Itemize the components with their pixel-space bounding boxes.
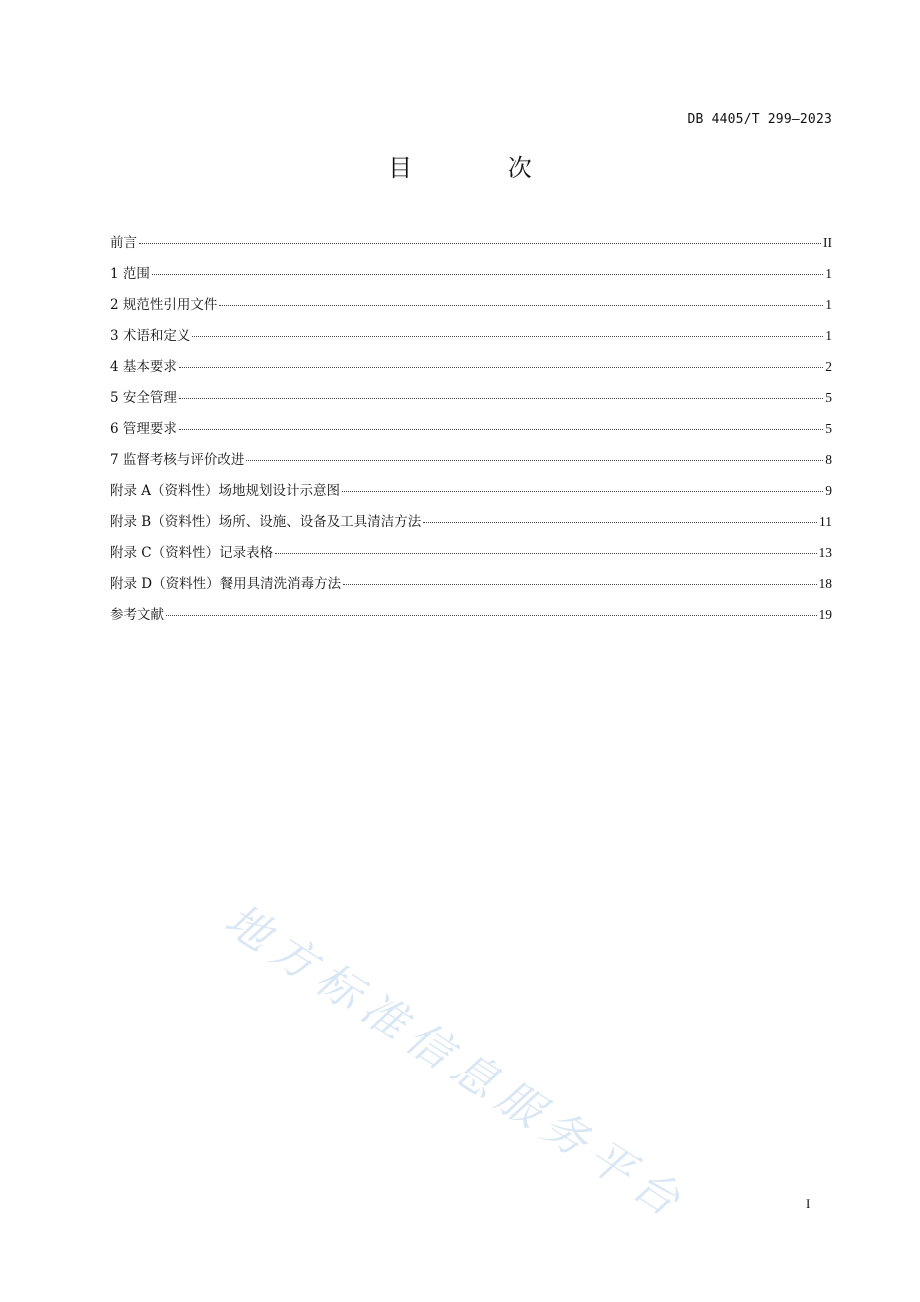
toc-entry-foreword[interactable]	[110, 233, 832, 264]
toc-entry-page: 5	[825, 421, 832, 436]
toc-entry-appendix-b[interactable]	[110, 512, 832, 543]
toc-entry-page: II	[823, 235, 832, 250]
table-of-contents	[110, 233, 832, 636]
toc-entry-label: 6 管理要求	[110, 421, 177, 437]
toc-leader-dots	[246, 459, 823, 461]
page-number: I	[806, 1196, 811, 1211]
toc-entry-label: 2 规范性引用文件	[110, 297, 218, 313]
toc-entry-normative-references[interactable]	[110, 295, 832, 326]
toc-entry-management-requirements[interactable]	[110, 419, 832, 450]
toc-entry-label: 附录 D（资料性）餐用具清洗消毒方法	[110, 576, 342, 592]
toc-entry-page: 1	[825, 297, 832, 312]
toc-entry-label: 7 监督考核与评价改进	[110, 452, 245, 468]
toc-leader-dots	[179, 428, 823, 430]
toc-entry-terms-definitions[interactable]	[110, 326, 832, 357]
toc-leader-dots	[275, 552, 816, 554]
toc-entry-safety-management[interactable]	[110, 388, 832, 419]
toc-entry-appendix-a[interactable]	[110, 481, 832, 512]
toc-entry-page: 5	[825, 390, 832, 405]
toc-entry-label: 附录 B（资料性）场所、设施、设备及工具清洁方法	[110, 514, 422, 530]
toc-entry-page: 13	[818, 545, 832, 560]
toc-leader-dots	[343, 583, 816, 585]
toc-entry-label: 附录 C（资料性）记录表格	[110, 545, 274, 561]
toc-leader-dots	[219, 304, 823, 306]
document-code: DB 4405/T 299—2023	[687, 112, 832, 127]
toc-entry-page: 8	[825, 452, 832, 467]
toc-entry-appendix-d[interactable]	[110, 574, 832, 605]
toc-leader-dots	[342, 490, 823, 492]
toc-entry-page: 19	[818, 607, 832, 622]
toc-entry-page: 18	[818, 576, 832, 591]
toc-entry-page: 1	[825, 266, 832, 281]
watermark: 地方标准信息服务平台	[215, 894, 697, 1232]
toc-entry-page: 9	[825, 483, 832, 498]
toc-leader-dots	[423, 521, 817, 523]
toc-entry-page: 1	[825, 328, 832, 343]
toc-entry-page: 11	[819, 514, 832, 529]
toc-entry-label: 参考文献	[110, 607, 164, 623]
toc-entry-appendix-c[interactable]	[110, 543, 832, 574]
toc-entry-supervision-evaluation[interactable]	[110, 450, 832, 481]
toc-entry-basic-requirements[interactable]	[110, 357, 832, 388]
toc-entry-label: 4 基本要求	[110, 359, 177, 375]
toc-leader-dots	[152, 273, 823, 275]
toc-leader-dots	[192, 335, 823, 337]
toc-entry-label: 附录 A（资料性）场地规划设计示意图	[110, 483, 341, 499]
toc-entry-label: 前言	[110, 235, 137, 251]
toc-entry-label: 5 安全管理	[110, 390, 177, 406]
toc-entry-bibliography[interactable]	[110, 605, 832, 636]
toc-leader-dots	[139, 242, 821, 244]
toc-entry-scope[interactable]	[110, 264, 832, 295]
toc-entry-label: 1 范围	[110, 266, 150, 282]
toc-entry-label: 3 术语和定义	[110, 328, 191, 344]
toc-leader-dots	[179, 397, 823, 399]
toc-entry-page: 2	[825, 359, 832, 374]
toc-leader-dots	[166, 614, 817, 616]
page-title: 目 次	[388, 154, 576, 182]
toc-leader-dots	[179, 366, 823, 368]
